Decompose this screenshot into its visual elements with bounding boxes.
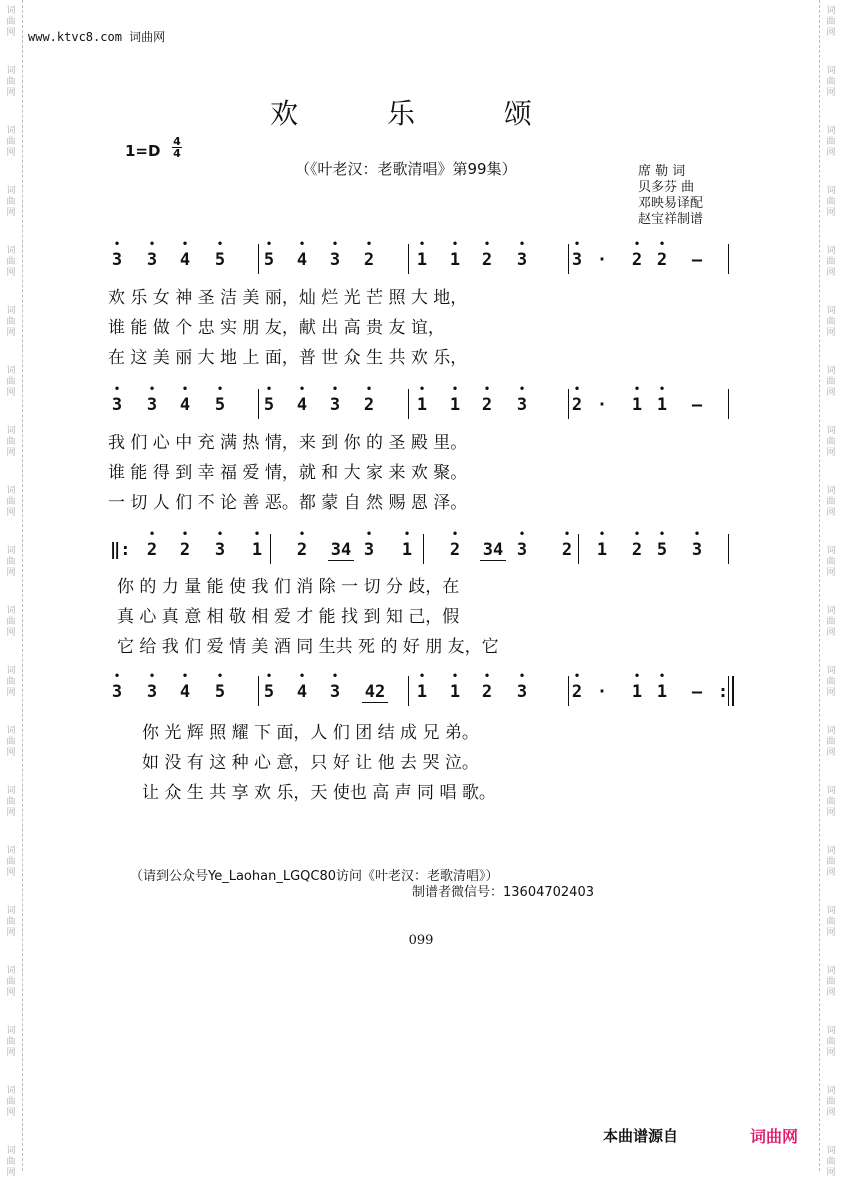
watermark-text: 词 曲 网 [6, 426, 16, 458]
watermark-text: 词 曲 网 [6, 666, 16, 698]
right-watermark-strip [819, 0, 842, 1178]
note: 4 [179, 395, 191, 415]
barline [568, 244, 569, 274]
octave-dot: • [181, 669, 189, 683]
octave-dot: • [148, 669, 156, 683]
lyric-line: 欢 乐 女 神 圣 洁 美 丽，灿 烂 光 芒 照 大 地， [108, 288, 468, 308]
octave-dot: • [658, 382, 666, 396]
octave-dot: • [365, 527, 373, 541]
watermark-text: 词 曲 网 [6, 366, 16, 398]
credit-lyricist: 席 勒 词 [638, 164, 686, 179]
note: 2 [179, 540, 191, 560]
octave-dot: • [573, 669, 581, 683]
note: 1 [596, 540, 608, 560]
watermark-text: 词 曲 网 [826, 606, 836, 638]
note: 2 [363, 395, 375, 415]
dash: – [691, 682, 703, 702]
octave-dot: • [113, 669, 121, 683]
octave-dot: • [633, 527, 641, 541]
note: 2 [296, 540, 308, 560]
watermark-text: 词 曲 网 [826, 6, 836, 38]
watermark-text: 词 曲 网 [826, 246, 836, 278]
octave-dot: • [113, 382, 121, 396]
barline [728, 389, 729, 419]
note: 4 [296, 395, 308, 415]
page-number: 099 [408, 933, 434, 948]
octave-dot: • [563, 527, 571, 541]
footer-wechat: 制谱者微信号：13604702403 [412, 885, 594, 900]
octave-dot: • [518, 527, 526, 541]
note: 1 [416, 395, 428, 415]
note: 3 [363, 540, 375, 560]
barline [270, 534, 271, 564]
watermark-text: 词 曲 网 [6, 546, 16, 578]
octave-dot: • [483, 237, 491, 251]
barline [423, 534, 424, 564]
watermark-text: 词 曲 网 [6, 306, 16, 338]
octave-dot: • [573, 237, 581, 251]
octave-dot: • [181, 382, 189, 396]
note: 5 [263, 250, 275, 270]
note: 2 [146, 540, 158, 560]
repeat-sign: : [717, 682, 729, 702]
note: 3 [516, 540, 528, 560]
watermark-text: 词 曲 网 [6, 906, 16, 938]
octave-dot: • [418, 382, 426, 396]
octave-dot: • [298, 382, 306, 396]
note: 1 [416, 250, 428, 270]
barline [732, 676, 734, 706]
barline [258, 676, 259, 706]
watermark-text: 词 曲 网 [826, 426, 836, 458]
octave-dot: • [331, 237, 339, 251]
watermark-text: 词 曲 网 [6, 6, 16, 38]
note: 5 [214, 250, 226, 270]
notation-row [110, 382, 745, 425]
barline [568, 389, 569, 419]
octave-dot: • [418, 237, 426, 251]
note: 1 [401, 540, 413, 560]
octave-dot: • [403, 527, 411, 541]
note: 1 [656, 682, 668, 702]
note: 3 [516, 682, 528, 702]
watermark-text: 词 曲 网 [6, 1026, 16, 1058]
watermark-text: 词 曲 网 [826, 306, 836, 338]
repeat-start: ‖: [110, 540, 131, 560]
watermark-text: 词 曲 网 [6, 966, 16, 998]
lyric-line: 谁 能 得 到 幸 福 爱 情，就 和 大 家 来 欢 聚。 [108, 463, 468, 483]
credit-notation: 赵宝祥制谱 [638, 212, 704, 227]
note: 1 [449, 250, 461, 270]
beam-underline [328, 560, 354, 561]
notation-row [110, 527, 745, 570]
source-logo[interactable]: 词曲网 [750, 1127, 799, 1146]
note: 5 [214, 682, 226, 702]
watermark-text: 词 曲 网 [826, 906, 836, 938]
note: 4 [179, 250, 191, 270]
note: 3 [146, 682, 158, 702]
octave-dot: • [483, 669, 491, 683]
lyric-line: 我 们 心 中 充 满 热 情，来 到 你 的 圣 殿 里。 [108, 433, 468, 453]
note: 34 [330, 540, 352, 560]
dot: · [596, 395, 608, 415]
note: 2 [656, 250, 668, 270]
note: 3 [516, 250, 528, 270]
octave-dot: • [451, 237, 459, 251]
barline [568, 676, 569, 706]
octave-dot: • [113, 237, 121, 251]
watermark-text: 词 曲 网 [6, 606, 16, 638]
octave-dot: • [148, 237, 156, 251]
lyric-line: 谁 能 做 个 忠 实 朋 友，献 出 高 贵 友 谊， [108, 318, 445, 338]
subtitle: （《叶老汉：老歌清唱》第99集） [295, 160, 517, 178]
note: 3 [214, 540, 226, 560]
barline [408, 676, 409, 706]
watermark-text: 词 曲 网 [826, 1086, 836, 1118]
watermark-text: 词 曲 网 [826, 66, 836, 98]
note: 2 [571, 395, 583, 415]
note: 2 [631, 250, 643, 270]
octave-dot: • [216, 669, 224, 683]
barline [728, 534, 729, 564]
watermark-text: 词 曲 网 [826, 126, 836, 158]
note: 2 [481, 250, 493, 270]
watermark-text: 词 曲 网 [826, 486, 836, 518]
note: 2 [561, 540, 573, 560]
octave-dot: • [633, 382, 641, 396]
octave-dot: • [216, 382, 224, 396]
beam-underline [362, 702, 388, 703]
lyric-line: 在 这 美 丽 大 地 上 面，普 世 众 生 共 欢 乐， [108, 348, 468, 368]
watermark-text: 词 曲 网 [826, 186, 836, 218]
octave-dot: • [633, 237, 641, 251]
note: 42 [364, 682, 386, 702]
note: 2 [481, 682, 493, 702]
dash: – [691, 250, 703, 270]
barline [408, 389, 409, 419]
note: 2 [631, 540, 643, 560]
octave-dot: • [573, 382, 581, 396]
lyric-line: 它 给 我 们 爱 情 美 酒 同 生共 死 的 好 朋 友，它 [117, 637, 499, 657]
time-signature-top: 4 [173, 135, 181, 148]
octave-dot: • [451, 527, 459, 541]
octave-dot: • [216, 237, 224, 251]
song-title: 欢 乐 颂 [270, 97, 572, 130]
watermark-text: 词 曲 网 [6, 66, 16, 98]
lyric-line: 如 没 有 这 种 心 意，只 好 让 他 去 哭 泣。 [142, 753, 479, 773]
watermark-text: 词 曲 网 [6, 246, 16, 278]
watermark-text: 词 曲 网 [6, 1146, 16, 1178]
octave-dot: • [518, 382, 526, 396]
note: 3 [111, 682, 123, 702]
site-label[interactable]: www.ktvc8.com 词曲网 [28, 30, 166, 44]
octave-dot: • [483, 382, 491, 396]
credit-translator: 邓映易译配 [638, 196, 704, 211]
octave-dot: • [451, 382, 459, 396]
barline [258, 244, 259, 274]
watermark-text: 词 曲 网 [6, 126, 16, 158]
barline [408, 244, 409, 274]
octave-dot: • [265, 382, 273, 396]
octave-dot: • [693, 527, 701, 541]
octave-dot: • [633, 669, 641, 683]
barline [728, 244, 729, 274]
lyric-line: 你 光 辉 照 耀 下 面，人 们 团 结 成 兄 弟。 [142, 723, 479, 743]
octave-dot: • [265, 237, 273, 251]
lyric-line: 真 心 真 意 相 敬 相 爱 才 能 找 到 知 己，假 [117, 607, 460, 627]
left-watermark-strip [0, 0, 23, 1178]
note: 1 [416, 682, 428, 702]
watermark-text: 词 曲 网 [826, 726, 836, 758]
note: 3 [329, 682, 341, 702]
note: 1 [631, 682, 643, 702]
barline [578, 534, 579, 564]
watermark-text: 词 曲 网 [826, 1146, 836, 1178]
note: 1 [251, 540, 263, 560]
watermark-text: 词 曲 网 [6, 186, 16, 218]
note: 34 [482, 540, 504, 560]
note: 4 [296, 250, 308, 270]
footer-note: （请到公众号Ye_Laohan_LGQC80访问《叶老汉：老歌清唱》） [130, 869, 499, 884]
note: 3 [329, 250, 341, 270]
barline [258, 389, 259, 419]
watermark-text: 词 曲 网 [6, 726, 16, 758]
octave-dot: • [365, 382, 373, 396]
octave-dot: • [598, 527, 606, 541]
note: 3 [516, 395, 528, 415]
watermark-text: 词 曲 网 [826, 966, 836, 998]
key-signature: 1=D [125, 142, 161, 160]
watermark-text: 词 曲 网 [826, 1026, 836, 1058]
note: 3 [146, 395, 158, 415]
octave-dot: • [148, 527, 156, 541]
watermark-text: 词 曲 网 [6, 846, 16, 878]
octave-dot: • [658, 527, 666, 541]
watermark-text: 词 曲 网 [826, 786, 836, 818]
dot: · [596, 250, 608, 270]
notation-row [110, 669, 745, 712]
watermark-text: 词 曲 网 [826, 666, 836, 698]
lyric-line: 你 的 力 量 能 使 我 们 消 除 一 切 分 歧，在 [117, 577, 460, 597]
note: 5 [656, 540, 668, 560]
source-label: 本曲谱源自 [603, 1127, 679, 1145]
octave-dot: • [658, 237, 666, 251]
note: 1 [631, 395, 643, 415]
note: 2 [481, 395, 493, 415]
octave-dot: • [418, 669, 426, 683]
octave-dot: • [518, 669, 526, 683]
note: 1 [449, 395, 461, 415]
note: 5 [263, 395, 275, 415]
watermark-text: 词 曲 网 [826, 366, 836, 398]
lyric-line: 让 众 生 共 享 欢 乐，天 使也 高 声 同 唱 歌。 [142, 783, 496, 803]
note: 1 [449, 682, 461, 702]
time-signature-bottom: 4 [173, 147, 181, 160]
watermark-text: 词 曲 网 [6, 486, 16, 518]
watermark-text: 词 曲 网 [826, 846, 836, 878]
octave-dot: • [518, 237, 526, 251]
octave-dot: • [148, 382, 156, 396]
notation-row [110, 237, 745, 280]
octave-dot: • [298, 669, 306, 683]
octave-dot: • [216, 527, 224, 541]
octave-dot: • [265, 669, 273, 683]
note: 3 [571, 250, 583, 270]
note: 4 [179, 682, 191, 702]
octave-dot: • [451, 669, 459, 683]
note: 5 [214, 395, 226, 415]
octave-dot: • [331, 382, 339, 396]
beam-underline [480, 560, 506, 561]
octave-dot: • [181, 237, 189, 251]
watermark-text: 词 曲 网 [6, 786, 16, 818]
octave-dot: • [331, 669, 339, 683]
note: 4 [296, 682, 308, 702]
octave-dot: • [181, 527, 189, 541]
note: 3 [329, 395, 341, 415]
note: 2 [449, 540, 461, 560]
note: 3 [111, 250, 123, 270]
note: 2 [363, 250, 375, 270]
time-signature [172, 136, 182, 159]
dash: – [691, 395, 703, 415]
dot: · [596, 682, 608, 702]
note: 1 [656, 395, 668, 415]
octave-dot: • [365, 237, 373, 251]
note: 3 [111, 395, 123, 415]
watermark-text: 词 曲 网 [6, 1086, 16, 1118]
note: 5 [263, 682, 275, 702]
octave-dot: • [658, 669, 666, 683]
watermark-text: 词 曲 网 [826, 546, 836, 578]
note: 3 [691, 540, 703, 560]
credit-composer: 贝多芬 曲 [638, 180, 695, 195]
octave-dot: • [298, 237, 306, 251]
note: 2 [571, 682, 583, 702]
lyric-line: 一 切 人 们 不 论 善 恶。都 蒙 自 然 赐 恩 泽。 [108, 493, 468, 513]
note: 3 [146, 250, 158, 270]
octave-dot: • [253, 527, 261, 541]
octave-dot: • [298, 527, 306, 541]
